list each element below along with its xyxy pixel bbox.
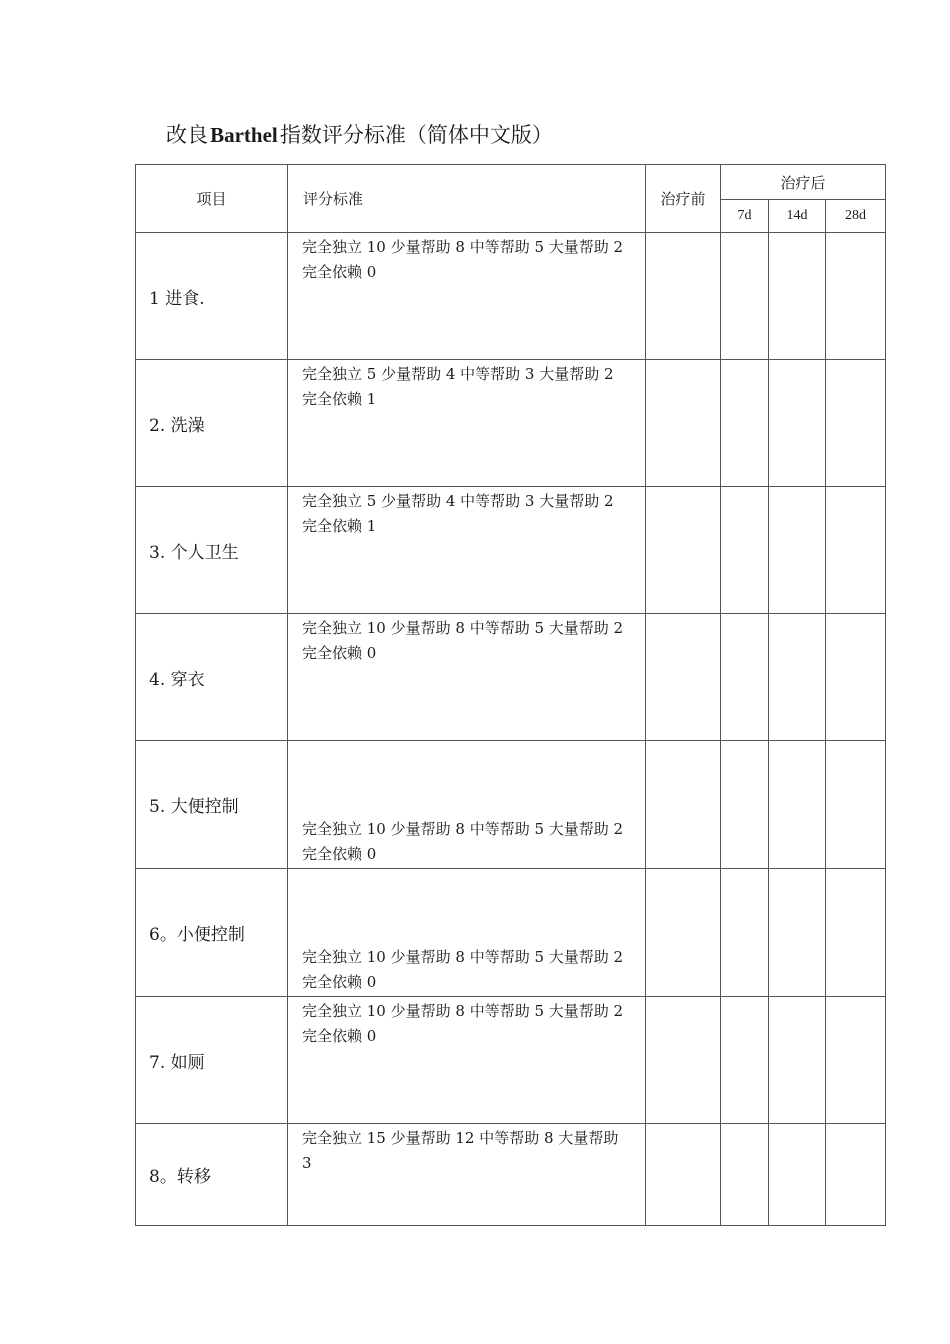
header-day-28: 28d — [826, 200, 886, 233]
table-row — [136, 487, 886, 614]
title-prefix: 改良 — [166, 123, 208, 147]
barthel-score-table — [135, 164, 886, 1226]
header-criteria: 评分标准 — [288, 165, 646, 233]
day-14-score-cell[interactable] — [769, 360, 826, 487]
before-score-cell[interactable] — [646, 997, 721, 1124]
header-day-14: 14d — [769, 200, 826, 233]
table-row — [136, 741, 886, 869]
day-28-score-cell[interactable] — [826, 487, 886, 614]
header-after-treatment: 治疗后 — [721, 165, 886, 200]
criteria-line: 完全独立 15 少量帮助 12 中等帮助 8 大量帮助 — [302, 1129, 619, 1147]
criteria-line: 完全独立 10 少量帮助 8 中等帮助 5 大量帮助 2 — [302, 1002, 624, 1020]
title-name: Barthel — [210, 123, 278, 147]
criteria-cell — [288, 614, 646, 741]
day-7-score-cell[interactable] — [721, 869, 769, 997]
criteria-line: 完全独立 10 少量帮助 8 中等帮助 5 大量帮助 2 — [302, 820, 624, 838]
criteria-cell — [288, 487, 646, 614]
item-cell: 8。转移 — [136, 1124, 288, 1226]
document-title — [166, 120, 553, 150]
header-before-treatment: 治疗前 — [646, 165, 721, 233]
criteria-line: 完全独立 5 少量帮助 4 中等帮助 3 大量帮助 2 — [302, 492, 614, 510]
header-day-7: 7d — [721, 200, 769, 233]
criteria-line: 3 — [302, 1154, 312, 1172]
day-14-score-cell[interactable] — [769, 741, 826, 869]
item-cell: 2. 洗澡 — [136, 360, 288, 487]
criteria-line: 完全独立 5 少量帮助 4 中等帮助 3 大量帮助 2 — [302, 365, 614, 383]
table-row — [136, 997, 886, 1124]
item-cell: 3. 个人卫生 — [136, 487, 288, 614]
day-28-score-cell[interactable] — [826, 360, 886, 487]
table-row — [136, 233, 886, 360]
before-score-cell[interactable] — [646, 360, 721, 487]
table-row — [136, 614, 886, 741]
day-28-score-cell[interactable] — [826, 997, 886, 1124]
criteria-line: 完全依赖 1 — [302, 517, 377, 535]
criteria-line: 完全依赖 0 — [302, 973, 377, 991]
day-28-score-cell[interactable] — [826, 869, 886, 997]
item-cell: 5. 大便控制 — [136, 741, 288, 869]
before-score-cell[interactable] — [646, 487, 721, 614]
table-row — [136, 1124, 886, 1226]
before-score-cell[interactable] — [646, 741, 721, 869]
criteria-cell — [288, 1124, 646, 1226]
header-item: 项目 — [136, 165, 288, 233]
before-score-cell[interactable] — [646, 233, 721, 360]
title-suffix: 指数评分标准（简体中文版） — [279, 123, 553, 147]
day-7-score-cell[interactable] — [721, 741, 769, 869]
before-score-cell[interactable] — [646, 869, 721, 997]
criteria-line: 完全依赖 0 — [302, 845, 377, 863]
day-7-score-cell[interactable] — [721, 997, 769, 1124]
criteria-cell — [288, 360, 646, 487]
day-28-score-cell[interactable] — [826, 1124, 886, 1226]
criteria-line: 完全独立 10 少量帮助 8 中等帮助 5 大量帮助 2 — [302, 238, 624, 256]
criteria-line: 完全依赖 0 — [302, 263, 377, 281]
day-14-score-cell[interactable] — [769, 997, 826, 1124]
day-14-score-cell[interactable] — [769, 614, 826, 741]
criteria-cell — [288, 233, 646, 360]
item-cell: 7. 如厕 — [136, 997, 288, 1124]
day-7-score-cell[interactable] — [721, 614, 769, 741]
before-score-cell[interactable] — [646, 614, 721, 741]
criteria-cell — [288, 997, 646, 1124]
day-7-score-cell[interactable] — [721, 1124, 769, 1226]
day-28-score-cell[interactable] — [826, 233, 886, 360]
criteria-line: 完全依赖 1 — [302, 390, 377, 408]
item-cell: 1 进食. — [136, 233, 288, 360]
day-7-score-cell[interactable] — [721, 487, 769, 614]
day-14-score-cell[interactable] — [769, 233, 826, 360]
criteria-line: 完全独立 10 少量帮助 8 中等帮助 5 大量帮助 2 — [302, 948, 624, 966]
table-row — [136, 360, 886, 487]
item-cell: 6。小便控制 — [136, 869, 288, 997]
before-score-cell[interactable] — [646, 1124, 721, 1226]
day-7-score-cell[interactable] — [721, 233, 769, 360]
table-row — [136, 869, 886, 997]
day-28-score-cell[interactable] — [826, 741, 886, 869]
day-14-score-cell[interactable] — [769, 869, 826, 997]
day-7-score-cell[interactable] — [721, 360, 769, 487]
criteria-line: 完全独立 10 少量帮助 8 中等帮助 5 大量帮助 2 — [302, 619, 624, 637]
day-28-score-cell[interactable] — [826, 614, 886, 741]
criteria-line: 完全依赖 0 — [302, 1027, 377, 1045]
criteria-cell — [288, 741, 646, 869]
day-14-score-cell[interactable] — [769, 1124, 826, 1226]
day-14-score-cell[interactable] — [769, 487, 826, 614]
criteria-line: 完全依赖 0 — [302, 644, 377, 662]
criteria-cell — [288, 869, 646, 997]
item-cell: 4. 穿衣 — [136, 614, 288, 741]
